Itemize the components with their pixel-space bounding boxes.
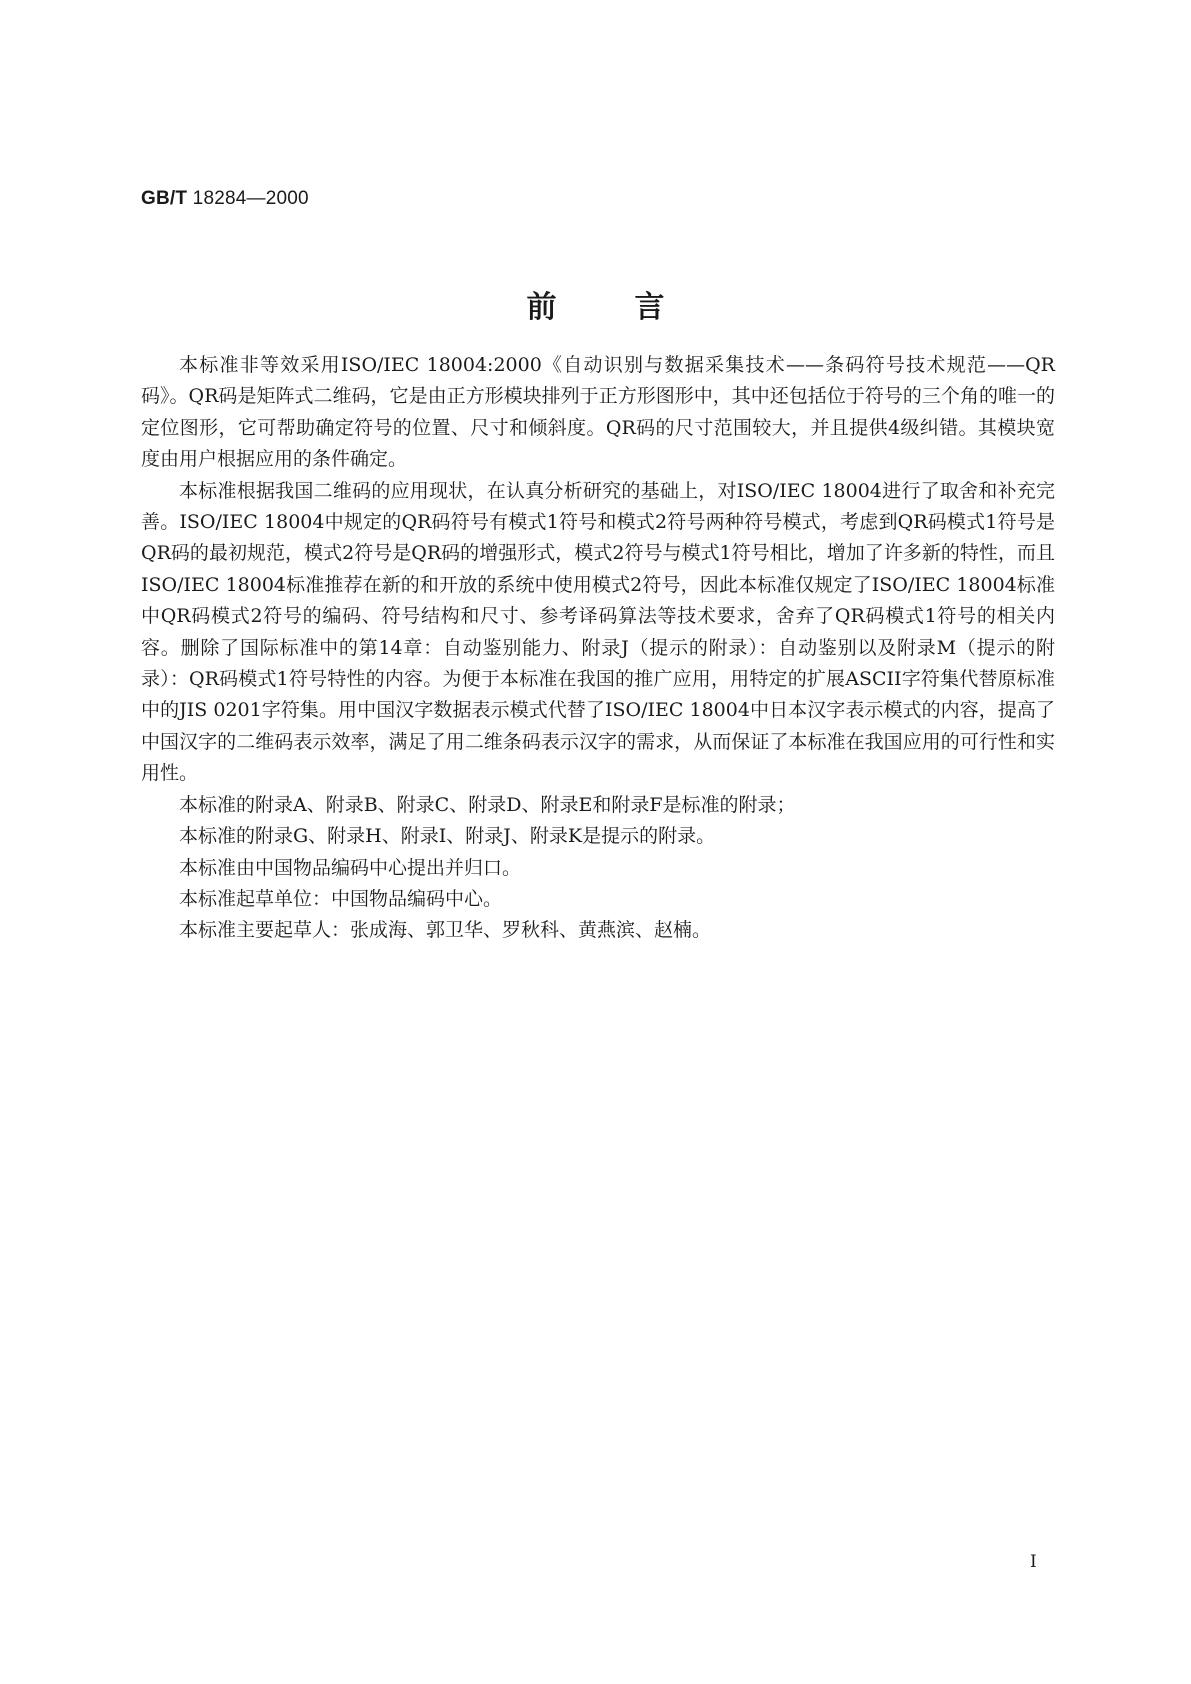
paragraph: 本标准非等效采用ISO/IEC 18004:2000《自动识别与数据采集技术——条码符号技术规范——QR码》。QR码是矩阵式二维码，它是由正方形模块排列于正方形图形中，其中还包括位于符号的三个角的唯一的定位图形，它可帮助确定符号的位置、尺寸和倾斜度。QR码的尺寸范围较大，并且提供4级纠错。其模块宽度由用户根据应用的条件确定。: [141, 354, 1055, 471]
standard-code-prefix: GB/T: [141, 188, 188, 209]
page-title: 前言: [526, 290, 743, 325]
page-number: I: [1030, 1552, 1037, 1572]
paragraph: 本标准的附录A、附录B、附录C、附录D、附录E和附录F是标准的附录；: [179, 793, 796, 816]
preface-body: [141, 350, 1055, 947]
paragraph: 本标准起草单位：中国物品编码中心。: [179, 887, 503, 910]
standard-code: [141, 188, 309, 210]
paragraph: 本标准的附录G、附录H、附录I、附录J、附录K是提示的附录。: [179, 825, 716, 848]
paragraph: 本标准由中国物品编码中心提出并归口。: [179, 856, 522, 879]
paragraph: 本标准根据我国二维码的应用现状，在认真分析研究的基础上，对ISO/IEC 18004进行了取舍和补充完善。ISO/IEC 18004中规定的QR码符号有模式1符号和模式2符号两种符号模式，考虑到QR码模式1符号是QR码的最初规范，模式2符号是QR码的增强形式，模式2符号与模式1符号相比，增加了许多新的特性，而且ISO/IEC 18004标准推荐在新的和开放的系统中使用模式2符号，因此本标准仅规定了ISO/IEC 18004标准中QR码模式2符号的编码、符号结构和尺寸、参考译码算法等技术要求，舍弃了QR码模式1符号的相关内容。删除了国际标准中的第14章：自动鉴别能力、附录J（提示的附录）：自动鉴别以及附录M（提示的附录）：QR码模式1符号特性的内容。为便于本标准在我国的推广应用，用特定的扩展ASCII字符集代替原标准中的JIS 0201字符集。用中国汉字数据表示模式代替了ISO/IEC 18004中日本汉字表示模式的内容，提高了中国汉字的二维码表示效率，满足了用二维条码表示汉字的需求，从而保证了本标准在我国应用的可行性和实用性。: [141, 479, 1055, 785]
standard-code-number: 18284—2000: [192, 188, 309, 209]
paragraph: 本标准主要起草人：张成海、郭卫华、罗秋科、黄燕滨、赵楠。: [179, 919, 712, 942]
